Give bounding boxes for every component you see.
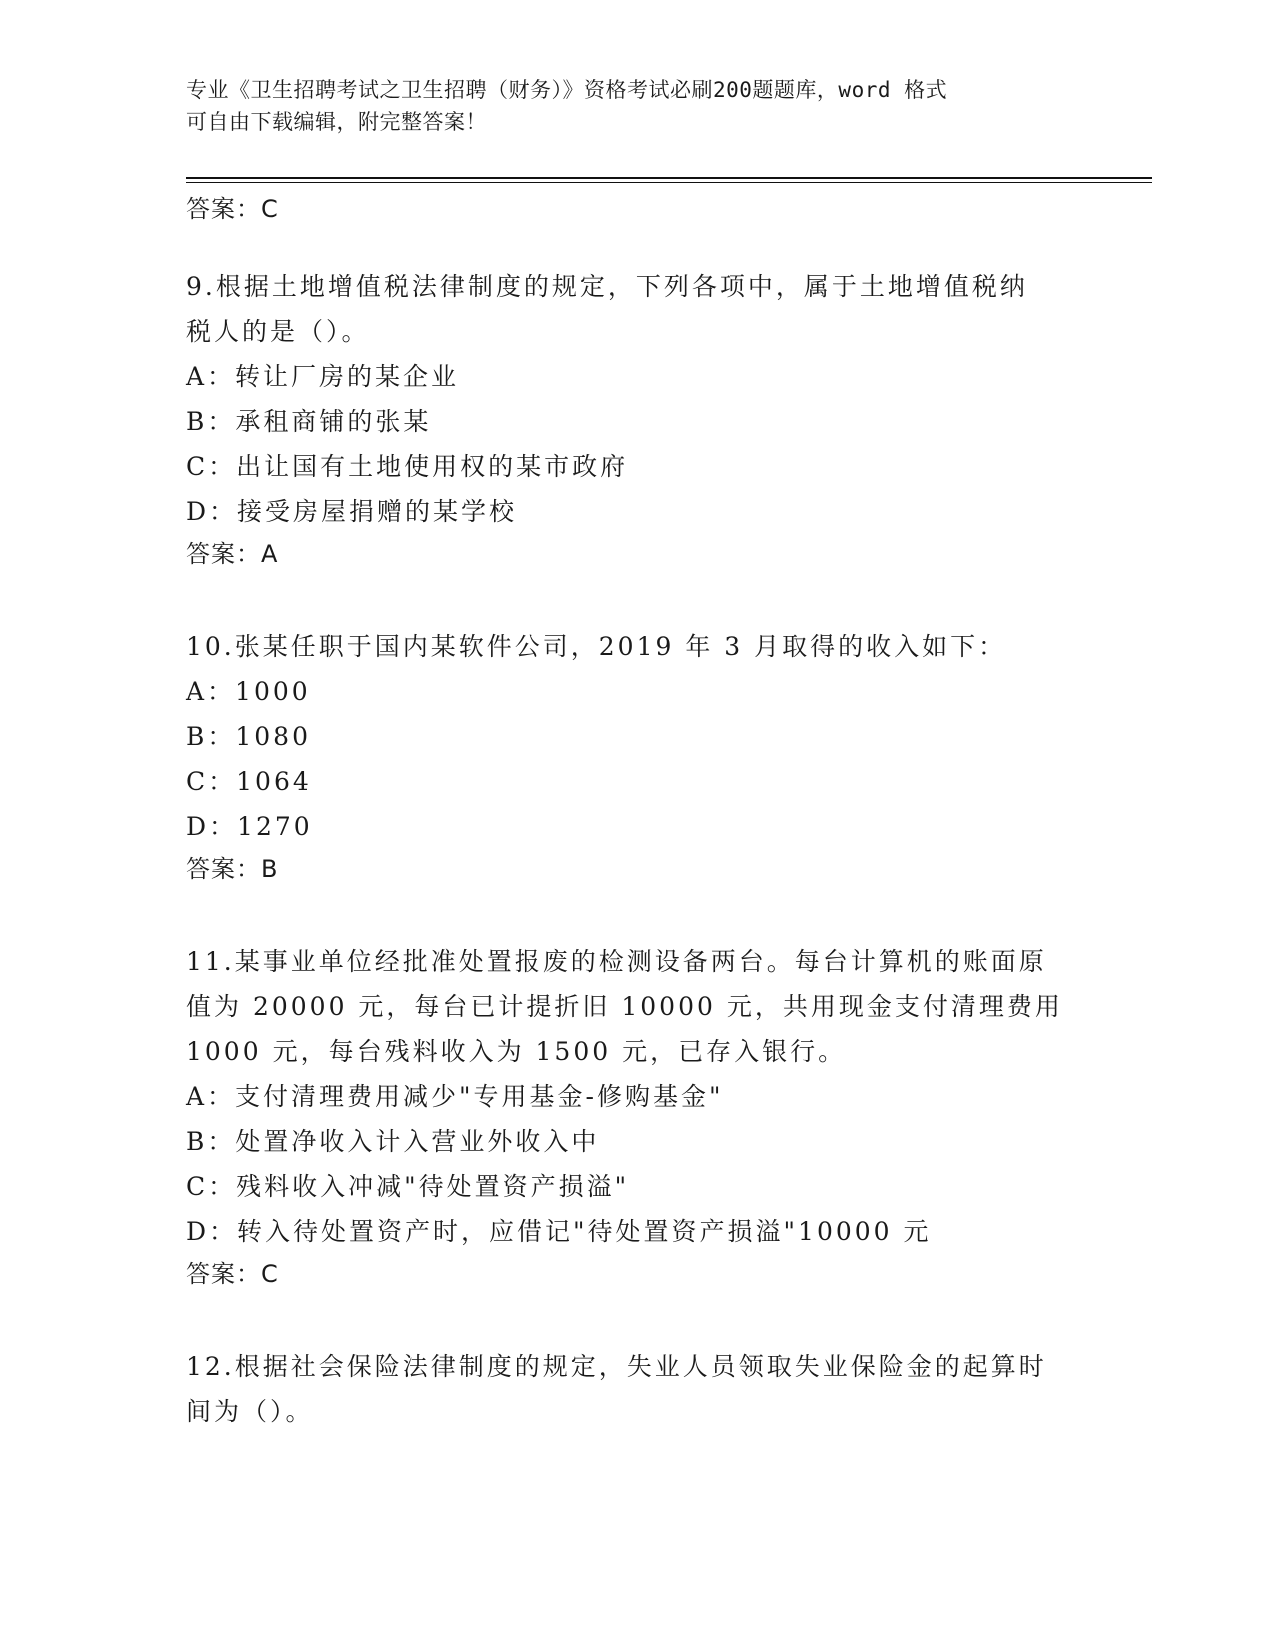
document-header <box>186 74 1086 138</box>
document-body <box>186 192 1086 1434</box>
header-line-1: 专业《卫生招聘考试之卫生招聘（财务）》资格考试必刷200题题库，word 格式 <box>186 78 948 102</box>
question-stem: 9.根据土地增值税法律制度的规定，下列各项中，属于土地增值税纳 <box>186 272 1028 301</box>
option-b: B：承租商铺的张某 <box>186 407 432 436</box>
option-b: B：1080 <box>186 722 311 751</box>
option-a: A：支付清理费用减少"专用基金-修购基金" <box>186 1082 724 1111</box>
question-9 <box>186 264 1086 574</box>
option-c: C：残料收入冲减"待处置资产损溢" <box>186 1172 630 1201</box>
answer: 答案：A <box>186 540 279 568</box>
answer-prev: 答案：C <box>186 195 279 223</box>
question-stem: 12.根据社会保险法律制度的规定，失业人员领取失业保险金的起算时 <box>186 1352 1047 1381</box>
question-10 <box>186 624 1086 889</box>
question-12 <box>186 1344 1086 1434</box>
question-stem: 间为（）。 <box>186 1397 314 1426</box>
option-a: A：转让厂房的某企业 <box>186 362 460 391</box>
option-a: A：1000 <box>186 677 311 706</box>
question-11 <box>186 939 1086 1294</box>
question-stem: 值为 20000 元，每台已计提折旧 10000 元，共用现金支付清理费用 <box>186 992 1063 1021</box>
option-d: D：转入待处置资产时，应借记"待处置资产损溢"10000 元 <box>186 1217 932 1246</box>
question-stem: 11.某事业单位经批准处置报废的检测设备两台。每台计算机的账面原 <box>186 947 1047 976</box>
answer: 答案：B <box>186 855 279 883</box>
question-stem: 1000 元，每台残料收入为 1500 元，已存入银行。 <box>186 1037 847 1066</box>
question-stem: 税人的是（）。 <box>186 317 370 346</box>
option-c: C：1064 <box>186 767 312 796</box>
answer: 答案：C <box>186 1260 279 1288</box>
question-stem: 10.张某任职于国内某软件公司，2019 年 3 月取得的收入如下： <box>186 632 1007 661</box>
header-line-2: 可自由下载编辑，附完整答案！ <box>186 110 487 134</box>
option-d: D：1270 <box>186 812 313 841</box>
option-b: B：处置净收入计入营业外收入中 <box>186 1127 600 1156</box>
option-c: C：出让国有土地使用权的某市政府 <box>186 452 629 481</box>
header-rule-thick <box>186 177 1152 179</box>
header-rule-thin <box>186 182 1152 183</box>
option-d: D：接受房屋捐赠的某学校 <box>186 497 518 526</box>
